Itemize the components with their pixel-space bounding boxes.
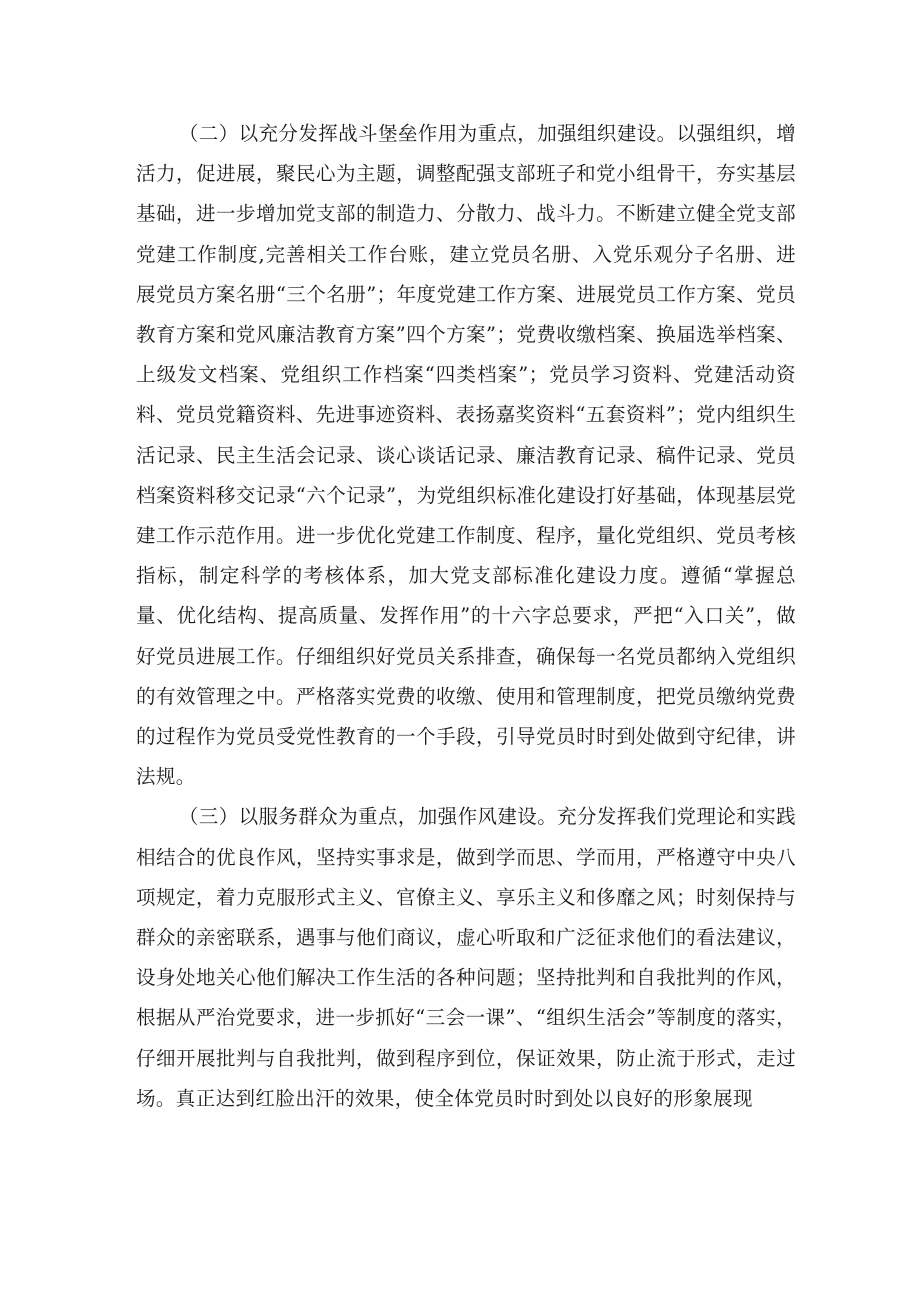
paragraph-style-building: （三）以服务群众为重点，加强作风建设。充分发挥我们党理论和实践相结合的优良作风，坚持实事求是，做到学而思、学而用，严格遵守中央八项规定，着力克服形式主义、官僚主义、享乐主义和侈靡之风；时刻保持与群众的亲密联系，遇事与他们商议，虚心听取和广泛征求他们的看法建议，设身处地关心他们解决工作生活的各种问题；坚持批判和自我批判的作风，根据从严治党要求，进一步抓好“三会一课”、“组织生活会”等制度的落实，仔细开展批判与自我批判，做到程序到位，保证效果，防止流于形式，走过场。真正达到红脸出汗的效果，使全体党员时时到处以良好的形象展现 (136, 805, 796, 1110)
document-body (136, 114, 796, 1119)
paragraph-organization-building: （二）以充分发挥战斗堡垒作用为重点，加强组织建设。以强组织，增活力，促进展，聚民心为主题，调整配强支部班子和党小组骨干，夯实基层基础，进一步增加党支部的制造力、分散力、战斗力。不断建立健全党支部党建工作制度,完善相关工作台账，建立党员名册、入党乐观分子名册、进展党员方案名册“三个名册”；年度党建工作方案、进展党员工作方案、党员教育方案和党风廉洁教育方案”四个方案”；党费收缴档案、换届选举档案、上级发文档案、党组织工作档案“四类档案”；党员学习资料、党建活动资料、党员党籍资料、先进事迹资料、表扬嘉奖资料“五套资料”；党内组织生活记录、民主生活会记录、谈心谈话记录、廉洁教育记录、稿件记录、党员档案资料移交记录“六个记录”，为党组织标准化建设打好基础，体现基层党建工作示范作用。进一步优化党建工作制度、程序，量化党组织、党员考核指标，制定科学的考核体系，加大党支部标准化建设力度。遵循“掌握总量、优化结构、提高质量、发挥作用”的十六字总要求，严把“入口关”，做好党员进展工作。仔细组织好党员关系排查，确保每一名党员都纳入党组织的有效管理之中。严格落实党费的收缴、使用和管理制度，把党员缴纳党费的过程作为党员受党性教育的一个手段，引导党员时时到处做到守纪律，讲法规。 (136, 122, 796, 789)
